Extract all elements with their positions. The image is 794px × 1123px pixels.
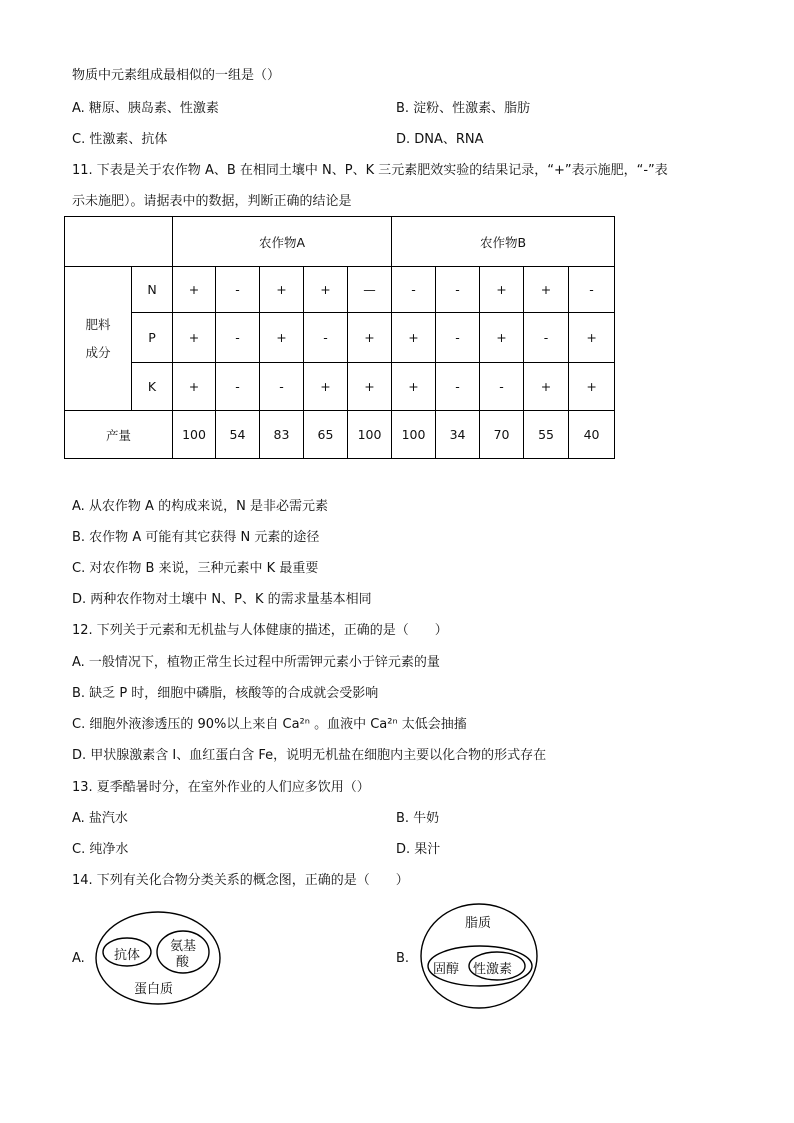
table-cell: 83 (260, 411, 304, 459)
q11-option-a: A. 从农作物 A 的构成来说，N 是非必需元素 (72, 499, 328, 514)
q12-stem: 12. 下列关于元素和无机盐与人体健康的描述，正确的是（ ） (72, 623, 448, 638)
table-cell: + (173, 313, 216, 363)
table-cell: + (260, 313, 304, 363)
q11-option-c: C. 对农作物 B 来说，三种元素中 K 最重要 (72, 561, 319, 576)
q13-option-a: A. 盐汽水 (72, 811, 128, 826)
q10-option-c: C. 性激素、抗体 (72, 132, 168, 147)
fertilizer-table (64, 216, 615, 459)
q13-option-c: C. 纯净水 (72, 842, 129, 857)
table-cell: - (480, 363, 524, 411)
table-cell: 65 (304, 411, 348, 459)
table-cell: 40 (569, 411, 615, 459)
table-cell: - (436, 267, 480, 313)
q14-option-b-label: B. (396, 951, 410, 966)
q14-stem: 14. 下列有关化合物分类关系的概念图，正确的是（ ） (72, 873, 409, 888)
table-cell: — (348, 267, 392, 313)
row-label: N (132, 267, 173, 313)
table-cell: - (524, 313, 569, 363)
q11-stem-line1: 11. 下表是关于农作物 A、B 在相同土壤中 N、P、K 三元素肥效实验的结果记录，“+”表示施肥，“-”表 (72, 163, 668, 178)
table-cell: + (392, 313, 436, 363)
label-amino-acid-line2: 酸 (176, 955, 190, 970)
label-lipid: 脂质 (465, 916, 492, 931)
q13-option-b: B. 牛奶 (396, 811, 440, 826)
table-cell: + (304, 267, 348, 313)
label-amino-acid-line1: 氨基 (170, 939, 197, 954)
table-cell: 55 (524, 411, 569, 459)
table-cell: 100 (348, 411, 392, 459)
table-cell: + (173, 267, 216, 313)
row-label: K (132, 363, 173, 411)
header-crop-a: 农作物A (173, 217, 392, 267)
table-cell: 100 (173, 411, 216, 459)
q10-option-a: A. 糖原、胰岛素、性激素 (72, 101, 219, 116)
table-cell: - (436, 363, 480, 411)
q13-stem: 13. 夏季酷暑时分，在室外作业的人们应多饮用（） (72, 780, 370, 795)
table-row-p (65, 313, 615, 363)
table-cell: 54 (216, 411, 260, 459)
table-cell: - (216, 267, 260, 313)
concept-diagram-a (94, 910, 222, 1006)
yield-label: 产量 (65, 411, 173, 459)
label-sex-hormone: 性激素 (473, 962, 513, 977)
q12-option-b: B. 缺乏 P 时，细胞中磷脂，核酸等的合成就会受影响 (72, 686, 379, 701)
table-cell: + (260, 267, 304, 313)
table-cell: + (569, 313, 615, 363)
table-cell: + (392, 363, 436, 411)
concept-diagram-b (419, 902, 539, 1010)
q11-option-b: B. 农作物 A 可能有其它获得 N 元素的途径 (72, 530, 320, 545)
table-cell: + (569, 363, 615, 411)
table-cell: - (569, 267, 615, 313)
table-cell: - (436, 313, 480, 363)
q14-option-a-label: A. (72, 951, 85, 966)
table-cell: + (480, 267, 524, 313)
q12-option-c: C. 细胞外液渗透压的 90%以上来自 Ca²ⁿ 。血液中 Ca²ⁿ 太低会抽搐 (72, 717, 467, 732)
table-cell: - (304, 313, 348, 363)
table-cell: - (216, 313, 260, 363)
label-antibody: 抗体 (114, 948, 141, 963)
table-cell: - (392, 267, 436, 313)
table-cell: + (524, 363, 569, 411)
table-cell: + (480, 313, 524, 363)
table-cell: + (348, 313, 392, 363)
table-row-n (65, 267, 615, 313)
q12-option-a: A. 一般情况下，植物正常生长过程中所需钾元素小于锌元素的量 (72, 655, 440, 670)
label-protein: 蛋白质 (134, 982, 174, 997)
table-row-yield (65, 411, 615, 459)
table-cell: 70 (480, 411, 524, 459)
header-crop-b: 农作物B (392, 217, 615, 267)
q10-stem: 物质中元素组成最相似的一组是（） (72, 68, 281, 83)
q10-option-d: D. DNA、RNA (396, 132, 484, 147)
table-cell: + (524, 267, 569, 313)
row-group-fertilizer: 肥料 成分 (65, 267, 132, 411)
table-cell: + (173, 363, 216, 411)
table-row-k (65, 363, 615, 411)
q10-option-b: B. 淀粉、性激素、脂肪 (396, 101, 531, 116)
label-sterol: 固醇 (433, 962, 460, 977)
table-cell: - (216, 363, 260, 411)
table-cell: 100 (392, 411, 436, 459)
row-label: P (132, 313, 173, 363)
table-corner (65, 217, 173, 267)
table-cell: + (348, 363, 392, 411)
q11-option-d: D. 两种农作物对土壤中 N、P、K 的需求量基本相同 (72, 592, 372, 607)
table-cell: 34 (436, 411, 480, 459)
q12-option-d: D. 甲状腺激素含 I、血红蛋白含 Fe，说明无机盐在细胞内主要以化合物的形式存在 (72, 748, 547, 763)
q13-option-d: D. 果汁 (396, 842, 441, 857)
q11-stem-line2: 示未施肥）。请据表中的数据，判断正确的结论是 (72, 194, 352, 209)
table-cell: - (260, 363, 304, 411)
table-cell: + (304, 363, 348, 411)
